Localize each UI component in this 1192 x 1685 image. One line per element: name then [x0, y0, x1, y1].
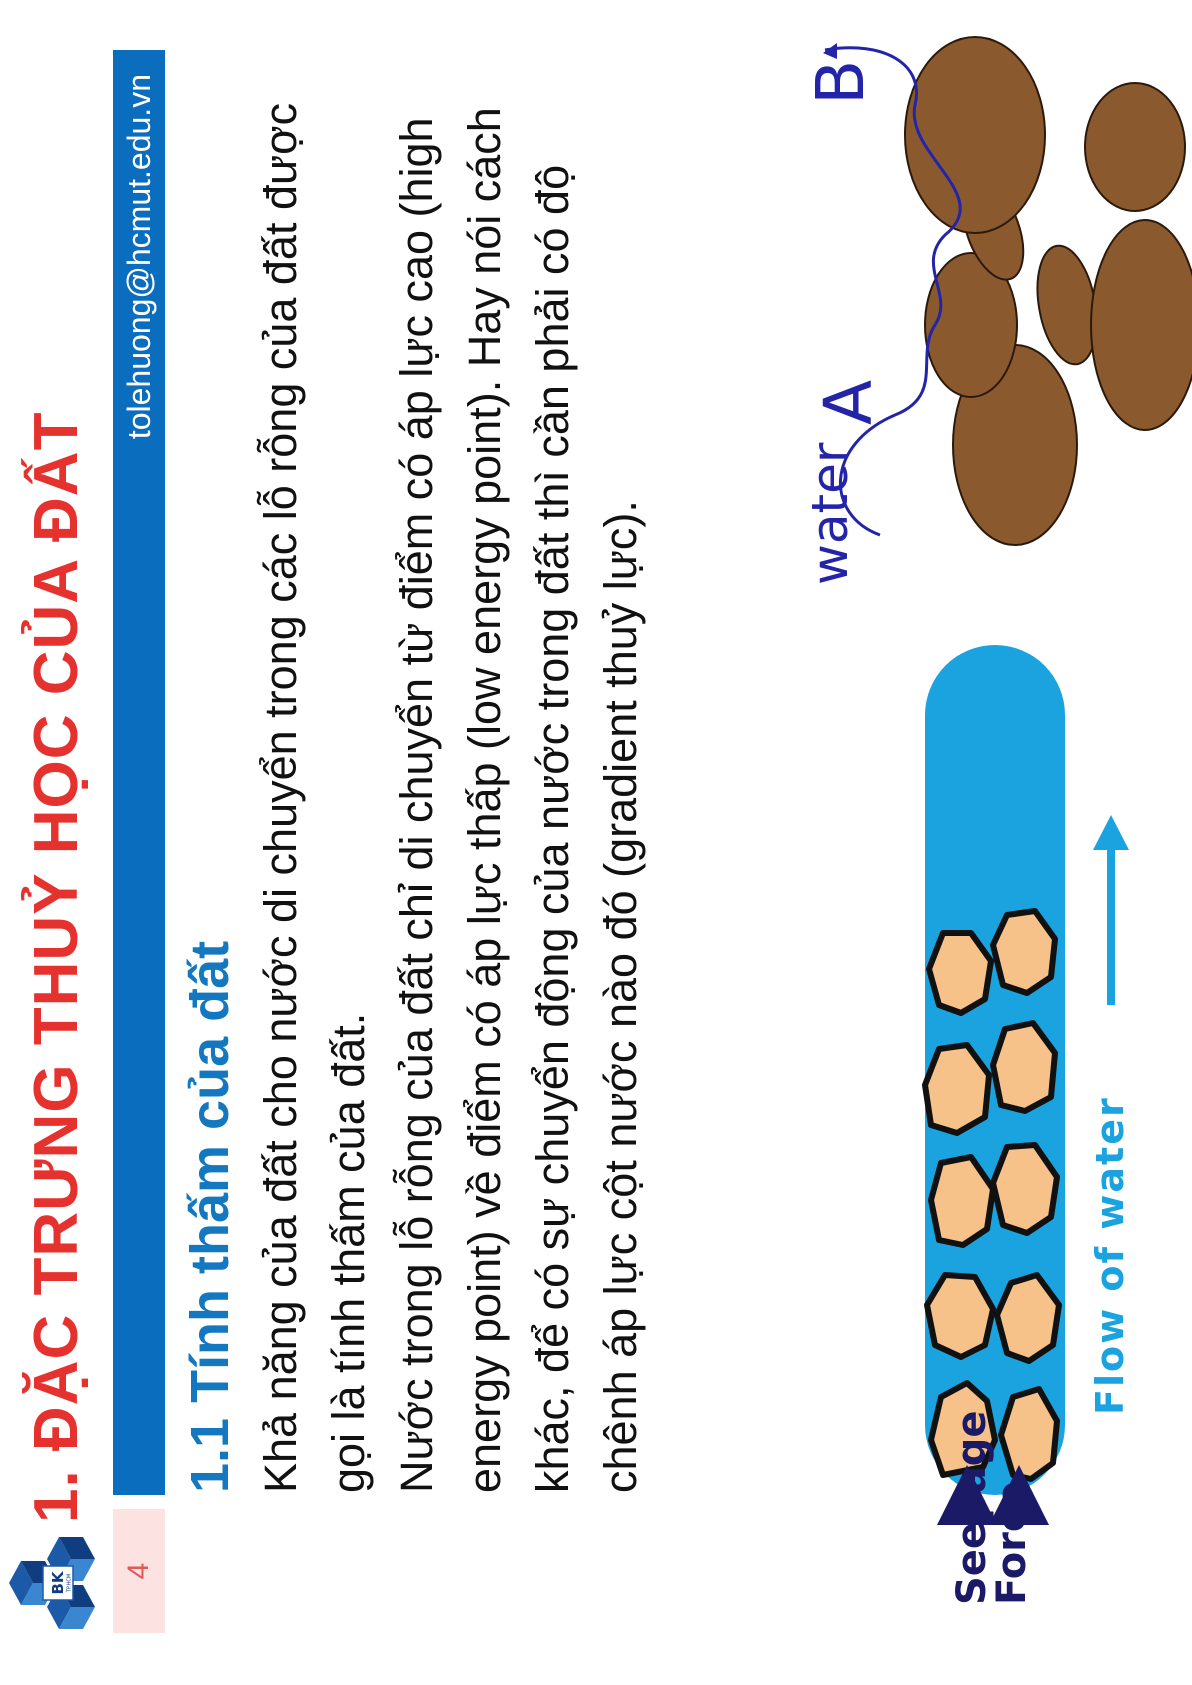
- seepage-label-line2: Force: [989, 1481, 1035, 1605]
- soil-particle: [905, 37, 1045, 233]
- header-bar: [113, 50, 165, 1495]
- soil-particle: [1091, 220, 1192, 430]
- water-flow-arrowhead: [823, 43, 837, 59]
- logo-subtext: TP.HCM: [66, 1573, 73, 1593]
- paragraph-permeability-definition: Khả năng của đất cho nước di chuyển trong các lỗ rỗng của đất được gọi là tính thấm của đất.: [255, 102, 374, 1493]
- flow-path-figure: [785, 25, 1192, 625]
- soil-grain: [1001, 1389, 1057, 1479]
- slide-title: 1. ĐẶC TRƯNG THUỶ HỌC CỦA ĐẤT: [22, 411, 91, 1523]
- flow-label: Flow of water: [1088, 1096, 1132, 1415]
- soil-particle: [1085, 83, 1185, 211]
- logo-text: BK: [49, 1571, 67, 1595]
- page-number-box: [113, 1509, 165, 1633]
- section-heading: 1.1 Tính thấm của đất: [180, 940, 240, 1493]
- soil-grain: [993, 911, 1055, 993]
- flow-arrowhead: [1093, 815, 1129, 850]
- paragraph-hydraulic-gradient: Nước trong lỗ rỗng của đất chỉ di chuyển từ điểm có áp lực cao (high energy point) về điểm có áp lực thấp (low energy point). Hay nói cách khác, để có sự chuyển động của nước trong đất thì cần phải có độ chênh áp lực cột nước nào đó (gradient thuỷ lực).: [391, 107, 646, 1493]
- soil-grain: [927, 1275, 993, 1357]
- soil-grain: [997, 1275, 1059, 1361]
- seepage-label-line1: Seepage: [949, 1410, 995, 1605]
- soil-grain: [925, 1045, 989, 1133]
- author-email: tolehuong@hcmut.edu.vn: [121, 74, 157, 440]
- soil-grain: [931, 1157, 993, 1245]
- soil-particles: [905, 37, 1192, 545]
- point-a-label: A: [810, 379, 887, 425]
- logo: [5, 1533, 101, 1633]
- water-label: water: [801, 442, 859, 585]
- soil-grain: [993, 1145, 1057, 1233]
- soil-grain: [993, 1023, 1055, 1111]
- point-b-label: B: [802, 59, 879, 105]
- logo-emblem: [9, 1537, 95, 1629]
- page-number: 4: [122, 1562, 155, 1580]
- seepage-force-figure: [735, 635, 1192, 1645]
- soil-grain: [929, 933, 991, 1013]
